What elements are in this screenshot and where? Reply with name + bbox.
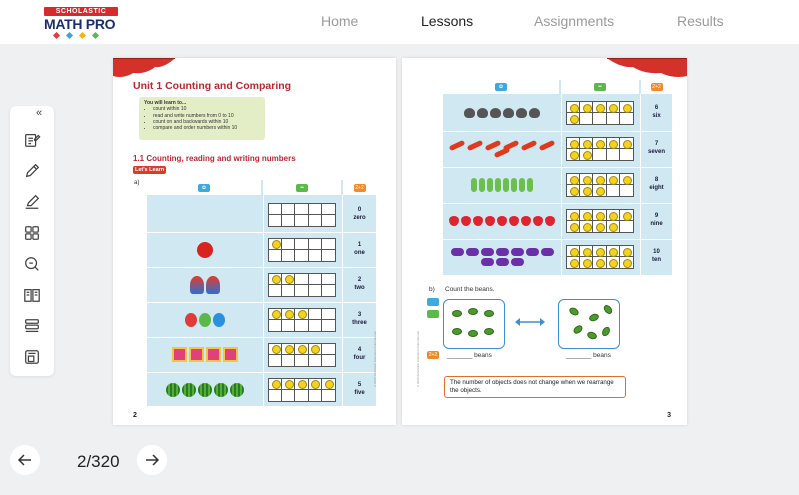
arrow-right-icon [144, 452, 160, 468]
carrot-icon [485, 140, 502, 151]
ten-frame [566, 245, 634, 269]
number-label [343, 346, 376, 362]
whistle-icon [526, 248, 539, 256]
mouse-icon [503, 108, 514, 118]
balloon-icon [185, 313, 197, 327]
strawberry-icon [485, 216, 495, 226]
whistle-icon [481, 248, 494, 256]
number-label [343, 206, 376, 222]
learn-item: • count on and backwards within 10 [153, 119, 260, 125]
numeral: 5 [357, 381, 362, 388]
watermelon-icon [166, 383, 180, 397]
number-label [343, 381, 376, 397]
logo-dots [54, 33, 124, 38]
curtain-decoration [607, 58, 687, 78]
double-arrow-icon [515, 317, 545, 327]
learn-item: • read and write numbers from 0 to 10 [153, 113, 260, 119]
numeral: 7 [654, 141, 659, 147]
number-word: three [352, 319, 367, 326]
gift-icon [172, 347, 187, 362]
number-word: four [353, 354, 366, 361]
counters-icon [427, 310, 439, 318]
watermelon-icon [182, 383, 196, 397]
strawberry-icon [521, 216, 531, 226]
carrot-icon [521, 140, 538, 151]
highlighter-icon[interactable] [22, 192, 42, 212]
carrot-icon [467, 140, 484, 151]
textbook-page-left [113, 58, 396, 425]
seahorse-icon [479, 178, 485, 192]
edit-note-icon[interactable] [22, 130, 42, 150]
butterfly-icon: ✿ [495, 83, 507, 91]
balloon-icon [213, 313, 225, 327]
page-counter: 2/320 [77, 452, 120, 471]
collapse-panel-button[interactable]: « [36, 107, 43, 119]
zoom-icon[interactable] [22, 254, 42, 274]
carrot-icon [539, 140, 556, 151]
number-label [641, 176, 672, 192]
book-icon[interactable] [22, 285, 42, 305]
mouse-icon [464, 108, 475, 118]
copyright-text: ©2020 Scholastic Education International [416, 331, 420, 388]
seahorse-icon [495, 178, 501, 192]
butterfly-icon: ✿ [198, 184, 210, 192]
whistle-icon [481, 258, 494, 266]
numeral: 6 [654, 105, 659, 111]
whistle-icon [451, 248, 464, 256]
number-word: seven [647, 149, 665, 155]
watermelon-icon [198, 383, 212, 397]
lets-learn-tag: Let's Learn [135, 167, 165, 173]
part-label: a) [134, 180, 140, 186]
numeral: 3 [357, 311, 362, 318]
strawberry-icon [545, 216, 555, 226]
number-label [641, 140, 672, 156]
watermelon-icon [230, 383, 244, 397]
whistle-icon [496, 258, 509, 266]
curtain-decoration [113, 58, 175, 78]
seahorse-icon [527, 178, 533, 192]
number-word: one [354, 249, 365, 256]
strawberry-icon [533, 216, 543, 226]
badge-2plus2: 2+2 [428, 352, 438, 358]
numeral: 0 [357, 206, 362, 213]
picture-column-header [443, 80, 559, 94]
number-word: eight [649, 185, 664, 191]
counting-table-right [443, 80, 672, 275]
number-word: ten [652, 257, 661, 263]
copyright-text: ©2020 Scholastic Education International [373, 331, 377, 388]
seahorse-icon [511, 178, 517, 192]
top-bar [0, 0, 799, 44]
learn-item: • compare and order numbers within 10 [153, 125, 260, 131]
number-label [343, 276, 376, 292]
whistle-icon [511, 258, 524, 266]
grid-icon[interactable] [22, 223, 42, 243]
gallery-icon[interactable] [22, 347, 42, 367]
section-title: 1.1 Counting, reading and writing numbers [133, 154, 296, 163]
strawberry-icon [509, 216, 519, 226]
ten-frame [566, 101, 634, 125]
balloon-icon [199, 313, 211, 327]
strawberry-icon [497, 216, 507, 226]
carrot-icon [494, 147, 511, 158]
page-number: 2 [133, 412, 137, 419]
watermelon-icon [214, 383, 228, 397]
badge-2plus2: 2+2 [355, 184, 364, 191]
whistle-icon [511, 248, 524, 256]
parrot-icon [190, 276, 204, 294]
part-b-label: b) [429, 286, 435, 293]
learn-item: • count within 10 [153, 106, 260, 112]
butterfly-icon [427, 298, 439, 306]
logo-brand: SCHOLASTIC [44, 7, 118, 16]
number-word: zero [353, 214, 366, 221]
strawberry-icon [461, 216, 471, 226]
learn-heading: You will learn to... [144, 100, 187, 106]
beans-answer-right[interactable]: _______ beans [566, 352, 611, 359]
number-label [343, 241, 376, 257]
gift-icon [189, 347, 204, 362]
ten-frame [268, 378, 336, 402]
nav-results[interactable]: Results [677, 13, 724, 29]
number-label [641, 248, 672, 264]
apple-icon [197, 242, 213, 258]
ten-frame [566, 173, 634, 197]
seahorse-icon [487, 178, 493, 192]
counters-icon: •• [296, 184, 308, 192]
part-b-title: Count the beans. [445, 286, 495, 293]
counting-table-left [147, 180, 376, 406]
number-word: nine [650, 221, 663, 227]
logo-product: MATH PRO [44, 16, 116, 32]
whistle-icon [466, 248, 479, 256]
numeral: 1 [357, 241, 362, 248]
number-column-header [343, 180, 376, 195]
nav-lessons[interactable]: Lessons [421, 13, 474, 29]
number-label [641, 212, 672, 228]
ten-frame [268, 203, 336, 227]
ten-frame [268, 343, 336, 367]
whistle-icon [541, 248, 554, 256]
ten-frame [268, 238, 336, 262]
previous-page-button[interactable] [10, 445, 40, 475]
badge-2plus2: 2+2 [652, 84, 661, 90]
number-column-header [641, 80, 672, 94]
beans-box-left [443, 299, 505, 349]
ten-frame [268, 273, 336, 297]
number-word: six [652, 113, 661, 119]
seahorse-icon [519, 178, 525, 192]
key-idea-note: The number of objects does not change when we rearrange the objects. [444, 376, 626, 398]
textbook-page-right [402, 58, 687, 425]
carrot-icon [449, 140, 466, 151]
seahorse-icon [503, 178, 509, 192]
beans-answer-left[interactable]: _______ beans [447, 352, 492, 359]
seahorse-icon [471, 178, 477, 192]
learning-objectives-box [139, 97, 265, 140]
numeral: 2 [357, 276, 362, 283]
mouse-icon [490, 108, 501, 118]
stack-icon[interactable] [22, 316, 42, 336]
number-word: two [354, 284, 365, 291]
number-label [343, 311, 376, 327]
number-word: five [354, 389, 365, 396]
frame-column-header [561, 80, 639, 94]
number-label [641, 104, 672, 120]
scholastic-math-pro-logo[interactable] [44, 7, 124, 41]
page-number: 3 [667, 412, 671, 419]
ten-frame [566, 137, 634, 161]
ten-frame [268, 308, 336, 332]
arrow-left-icon [17, 452, 33, 468]
picture-column-header [147, 180, 261, 195]
strawberry-icon [473, 216, 483, 226]
whistle-icon [496, 248, 509, 256]
nav-assignments[interactable]: Assignments [534, 13, 615, 29]
nav-home[interactable]: Home [321, 13, 359, 29]
pencil-icon[interactable] [22, 161, 42, 181]
numeral: 8 [654, 177, 659, 183]
mouse-icon [516, 108, 527, 118]
ten-frame [566, 209, 634, 233]
strawberry-icon [449, 216, 459, 226]
numeral: 4 [357, 346, 362, 353]
tool-panel [10, 106, 54, 376]
numeral: 10 [653, 249, 660, 255]
numeral: 9 [654, 213, 659, 219]
parrot-icon [206, 276, 220, 294]
counters-icon: •• [594, 83, 606, 91]
mouse-icon [529, 108, 540, 118]
next-page-button[interactable] [137, 445, 167, 475]
unit-title: Unit 1 Counting and Comparing [133, 80, 292, 92]
gift-icon [206, 347, 221, 362]
frame-column-header [263, 180, 341, 195]
mouse-icon [477, 108, 488, 118]
beans-box-right [558, 299, 620, 349]
gift-icon [223, 347, 238, 362]
